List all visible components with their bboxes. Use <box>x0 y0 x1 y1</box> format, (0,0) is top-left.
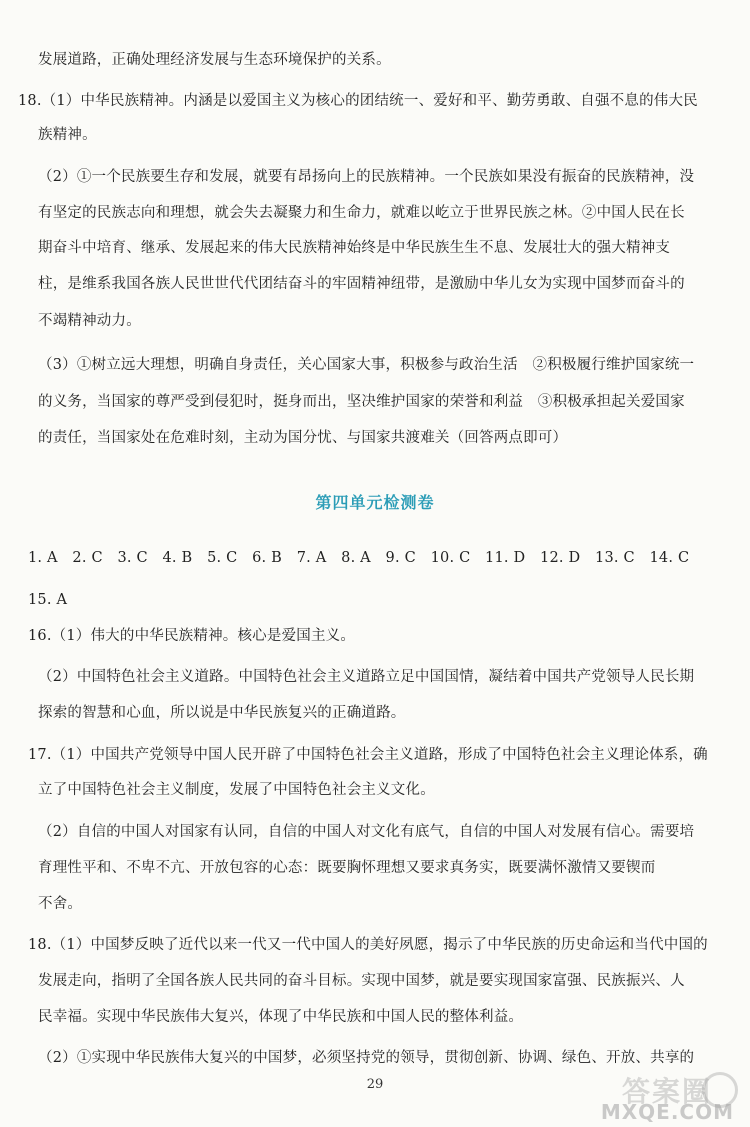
text-line: 18.（1）中华民族精神。内涵是以爱国主义为核心的团结统一、爱好和平、勤劳勇敢、自强不息的伟大民 <box>18 93 698 109</box>
text-line: 探索的智慧和心血，所以说是中华民族复兴的正确道路。 <box>38 705 406 721</box>
text-line: 的责任，当国家处在危难时刻，主动为国分忧、与国家共渡难关（回答两点即可） <box>38 430 568 446</box>
watermark-url-text: MXQE.COM <box>600 1100 734 1124</box>
text-line: 立了中国特色社会主义制度，发展了中国特色社会主义文化。 <box>38 782 435 798</box>
text-line: 不舍。 <box>38 896 83 912</box>
text-line: （2）中国特色社会主义道路。中国特色社会主义道路立足中国国情，凝结着中国共产党领导人民长期 <box>38 669 695 685</box>
text-line: 发展道路，正确处理经济发展与生态环境保护的关系。 <box>38 52 391 68</box>
text-line: （2）自信的中国人对国家有认同，自信的中国人对文化有底气，自信的中国人对发展有信心。需要培 <box>38 824 695 840</box>
text-line: 有坚定的民族志向和理想，就会失去凝聚力和生命力，就难以屹立于世界民族之林。②中国人民在长 <box>38 205 685 221</box>
text-line: 期奋斗中培育、继承、发展起来的伟大民族精神始终是中华民族生生不息、发展壮大的强大精神支 <box>38 240 671 256</box>
text-line: （3）①树立远大理想，明确自身责任，关心国家大事，积极参与政治生活 ②积极履行维护国家统一 <box>38 357 695 373</box>
text-line: （2）①实现中华民族伟大复兴的中国梦，必须坚持党的领导，贯彻创新、协调、绿色、开放、共享的 <box>38 1050 695 1066</box>
text-line: 育理性平和、不卑不亢、开放包容的心态：既要胸怀理想又要求真务实，既要满怀激情又要锲而 <box>38 860 656 876</box>
text-line: 18.（1）中国梦反映了近代以来一代又一代中国人的美好夙愿，揭示了中华民族的历史命运和当代中国的 <box>28 937 708 953</box>
text-line: 发展走向，指明了全国各族人民共同的奋斗目标。实现中国梦，就是要实现国家富强、民族振兴、人 <box>38 973 685 989</box>
answer-key-line: 15. A <box>28 592 68 608</box>
text-line: 柱，是维系我国各族人民世世代代团结奋斗的牢固精神纽带，是激励中华儿女为实现中国梦而奋斗的 <box>38 276 685 292</box>
text-line: 16.（1）伟大的中华民族精神。核心是爱国主义。 <box>28 628 356 644</box>
section-title: 第四单元检测卷 <box>315 493 435 512</box>
page-number: 29 <box>366 1077 384 1092</box>
text-line: 族精神。 <box>38 127 97 143</box>
watermark-logo <box>594 1068 744 1126</box>
watermark-cn-text: 答案圈 <box>621 1075 712 1108</box>
text-line: 的义务，当国家的尊严受到侵犯时，挺身而出，坚决维护国家的荣誉和利益 ③积极承担起关爱国家 <box>38 394 685 410</box>
answer-key-line: 1. A 2. C 3. C 4. B 5. C 6. B 7. A 8. A 9. C 10. C 11. D 12. D 13. C 14. C <box>28 550 690 566</box>
text-line: 民幸福。实现中华民族伟大复兴，体现了中华民族和中国人民的整体利益。 <box>38 1009 524 1025</box>
text-line: （2）①一个民族要生存和发展，就要有昂扬向上的民族精神。一个民族如果没有振奋的民族精神，没 <box>38 169 695 185</box>
text-line: 不竭精神动力。 <box>38 313 141 329</box>
text-line: 17.（1）中国共产党领导中国人民开辟了中国特色社会主义道路，形成了中国特色社会主义理论体系，确 <box>28 747 708 763</box>
